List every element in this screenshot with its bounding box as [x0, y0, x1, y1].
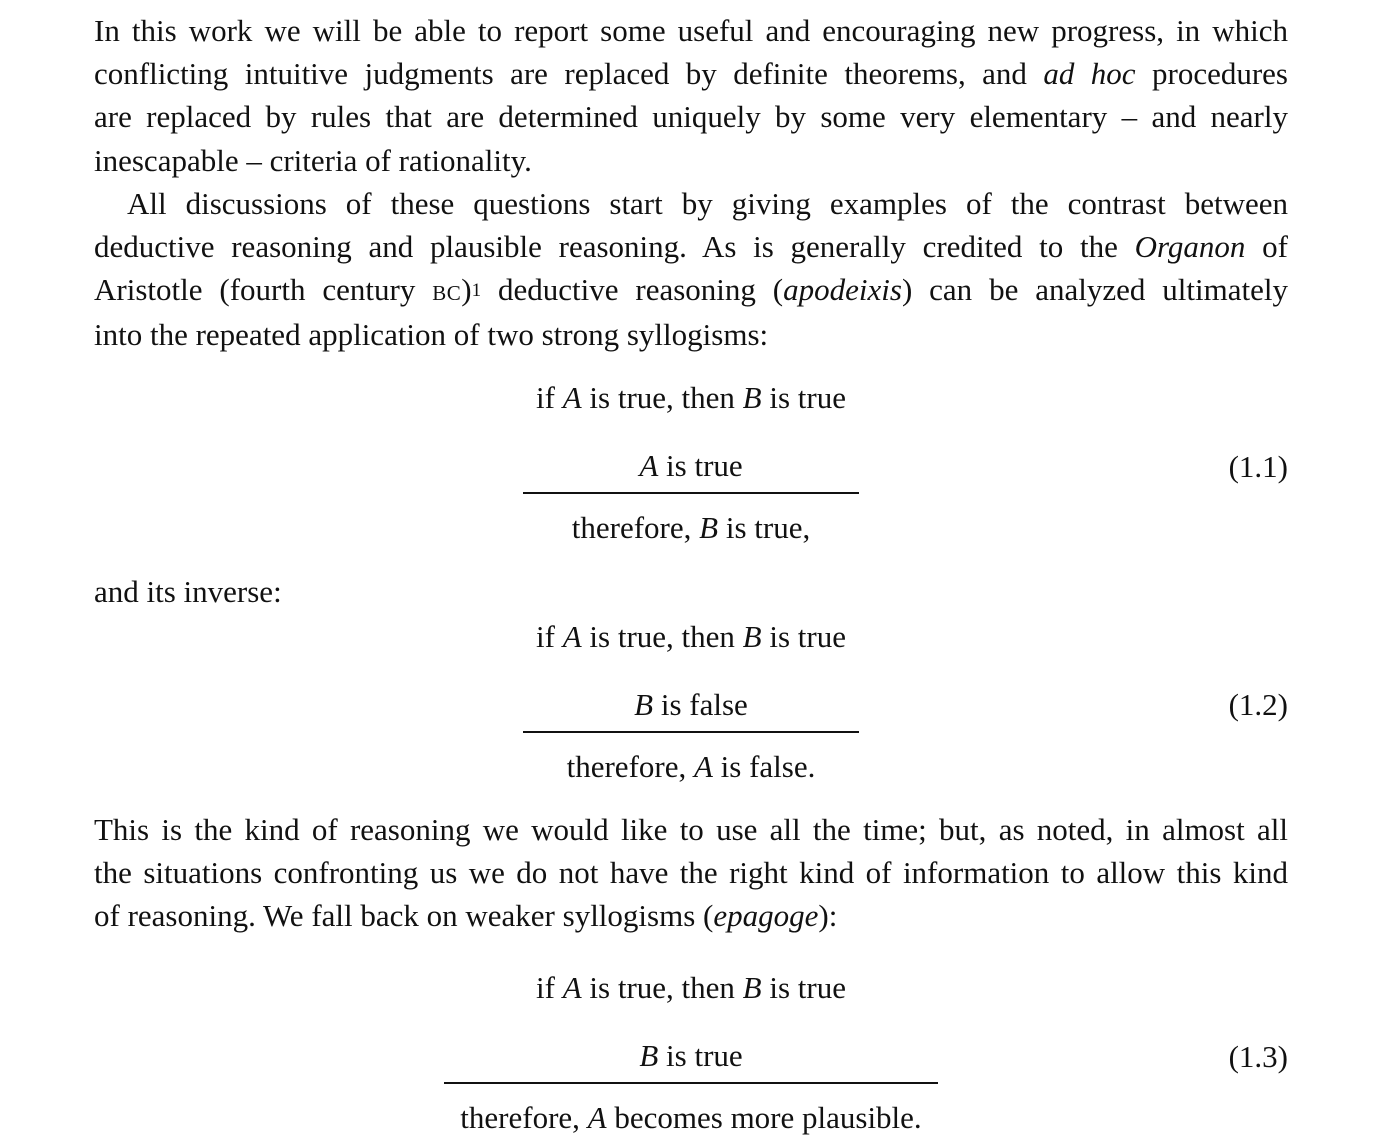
- text-line: into the repeated application of two strong syllogisms:: [94, 316, 769, 352]
- syllogism-minor-premise: B is true: [639, 1038, 743, 1073]
- text-line: are replaced by rules that are determined uniquely by some very elementary – and nearly: [94, 99, 1288, 135]
- paragraph-weaker-syllogisms: [94, 808, 1288, 938]
- text-line: inescapable – criteria of rationality.: [94, 142, 532, 178]
- equation-number: (1.1): [1228, 449, 1288, 484]
- paragraph-deductive-reasoning: [94, 182, 1288, 356]
- text-line: the situations confronting us we do not have the right kind of information to allow this kind: [94, 855, 1288, 891]
- syllogism-rule: [523, 492, 859, 494]
- text-line: of reasoning. We fall back on weaker syllogisms (epagoge):: [94, 898, 838, 934]
- text-line: Aristotle (fourth century bc)$^1$ deductive reasoning (apodeixis) can be analyzed ultimately: [94, 272, 1288, 308]
- transition-text: and its inverse:: [94, 574, 282, 609]
- small-caps-bc: bc: [432, 274, 462, 308]
- paragraph-progress: [94, 9, 1288, 182]
- text-line: deductive reasoning and plausible reasoning. As is generally credited to the Organon of: [94, 229, 1288, 265]
- equation-number: (1.2): [1228, 687, 1288, 722]
- syllogism-conclusion: therefore, A is false.: [566, 749, 816, 784]
- equation-number: (1.3): [1228, 1039, 1288, 1074]
- italic-term-apodeixis: apodeixis: [783, 272, 902, 308]
- syllogism-minor-premise: B is false: [634, 687, 748, 722]
- italic-term-organon: Organon: [1134, 229, 1246, 265]
- italic-term-ad-hoc: ad hoc: [1043, 56, 1136, 92]
- footnote-marker[interactable]: 1: [471, 280, 482, 302]
- syllogism-rule: [523, 731, 859, 733]
- syllogism-major-premise: if A is true, then B is true: [536, 619, 846, 654]
- syllogism-rule: [444, 1082, 938, 1084]
- syllogism-conclusion: therefore, A becomes more plausible.: [460, 1100, 922, 1135]
- text-line: conflicting intuitive judgments are replaced by definite theorems, and ad hoc procedures: [94, 56, 1288, 92]
- syllogism-major-premise: if A is true, then B is true: [536, 970, 846, 1005]
- syllogism-major-premise: if A is true, then B is true: [536, 380, 846, 415]
- text-line: In this work we will be able to report some useful and encouraging new progress, in which: [94, 13, 1288, 48]
- syllogism-conclusion: therefore, B is true,: [571, 510, 811, 545]
- syllogism-minor-premise: A is true: [639, 448, 743, 483]
- italic-term-epagoge: epagoge: [713, 898, 819, 934]
- text-line: All discussions of these questions start by giving examples of the contrast between: [127, 186, 1288, 221]
- text-line: This is the kind of reasoning we would like to use all the time; but, as noted, in almost all: [94, 812, 1288, 847]
